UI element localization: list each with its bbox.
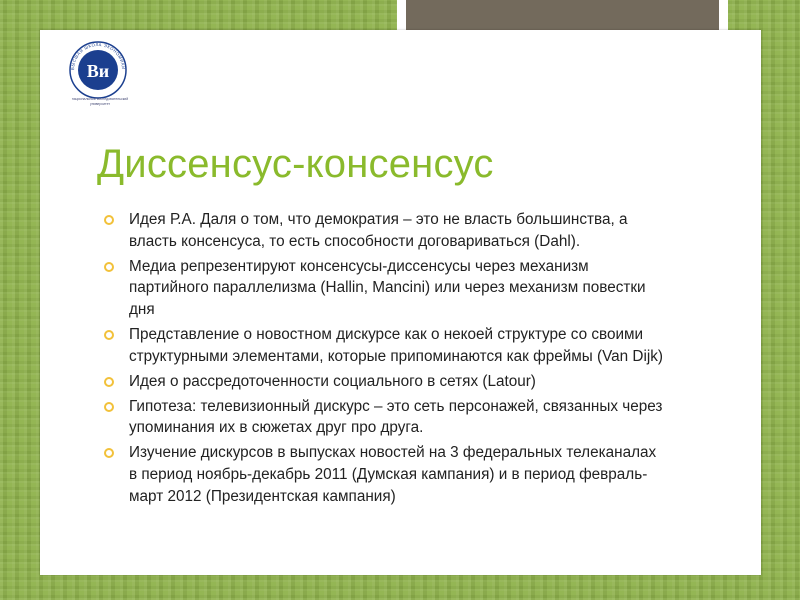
- bullet-text: Изучение дискурсов в выпусках новостей на 3 федеральных телеканалах в период ноябрь-декабрь 2011 (Думская кампания) и в период февраль-март 2012 (Президентская кампания): [129, 444, 657, 505]
- bullet-text: Идея о рассредоточенности социального в сетях (Latour): [129, 372, 536, 390]
- bullet-item: [104, 442, 664, 507]
- slide-title: Диссенсус-консенсус: [97, 142, 494, 186]
- bullet-icon: [104, 215, 114, 225]
- bullet-text: Гипотеза: телевизионный дискурс – это сеть персонажей, связанных через упоминания их в сюжетах друг про друга.: [129, 397, 663, 437]
- logo-ring-text: ВЫСШАЯ ШКОЛА ЭКОНОМИКИ: [69, 41, 127, 71]
- logo-monogram: Ви: [86, 61, 110, 81]
- hse-logo: [68, 40, 128, 100]
- bullet-icon: [104, 402, 114, 412]
- bullet-item: [104, 396, 664, 439]
- bullet-text: Медиа репрезентируют консенсусы-диссенсусы через механизм партийного параллелизма (Hallin, Mancini) или через механизм повестки дня: [129, 257, 646, 318]
- bullet-text: Представление о новостном дискурсе как о некоей структуре со своими структурными элементами, которые припоминаются как фреймы (Van Dijk): [129, 325, 664, 365]
- bullet-item: [104, 371, 664, 393]
- bullet-item: [104, 209, 664, 252]
- bullet-text: Идея Р.А. Даля о том, что демократия – это не власть большинства, а власть консенсуса, то есть способности договариваться (Dahl).: [129, 211, 628, 250]
- bullet-item: [104, 324, 664, 367]
- bullet-icon: [104, 377, 114, 387]
- bullet-icon: [104, 448, 114, 458]
- bullet-icon: [104, 330, 114, 340]
- logo-caption: национальный исследовательский университет: [71, 97, 129, 106]
- slide-content: [40, 30, 761, 575]
- bullet-item: [104, 256, 664, 321]
- bullet-list: [104, 209, 664, 511]
- bullet-icon: [104, 262, 114, 272]
